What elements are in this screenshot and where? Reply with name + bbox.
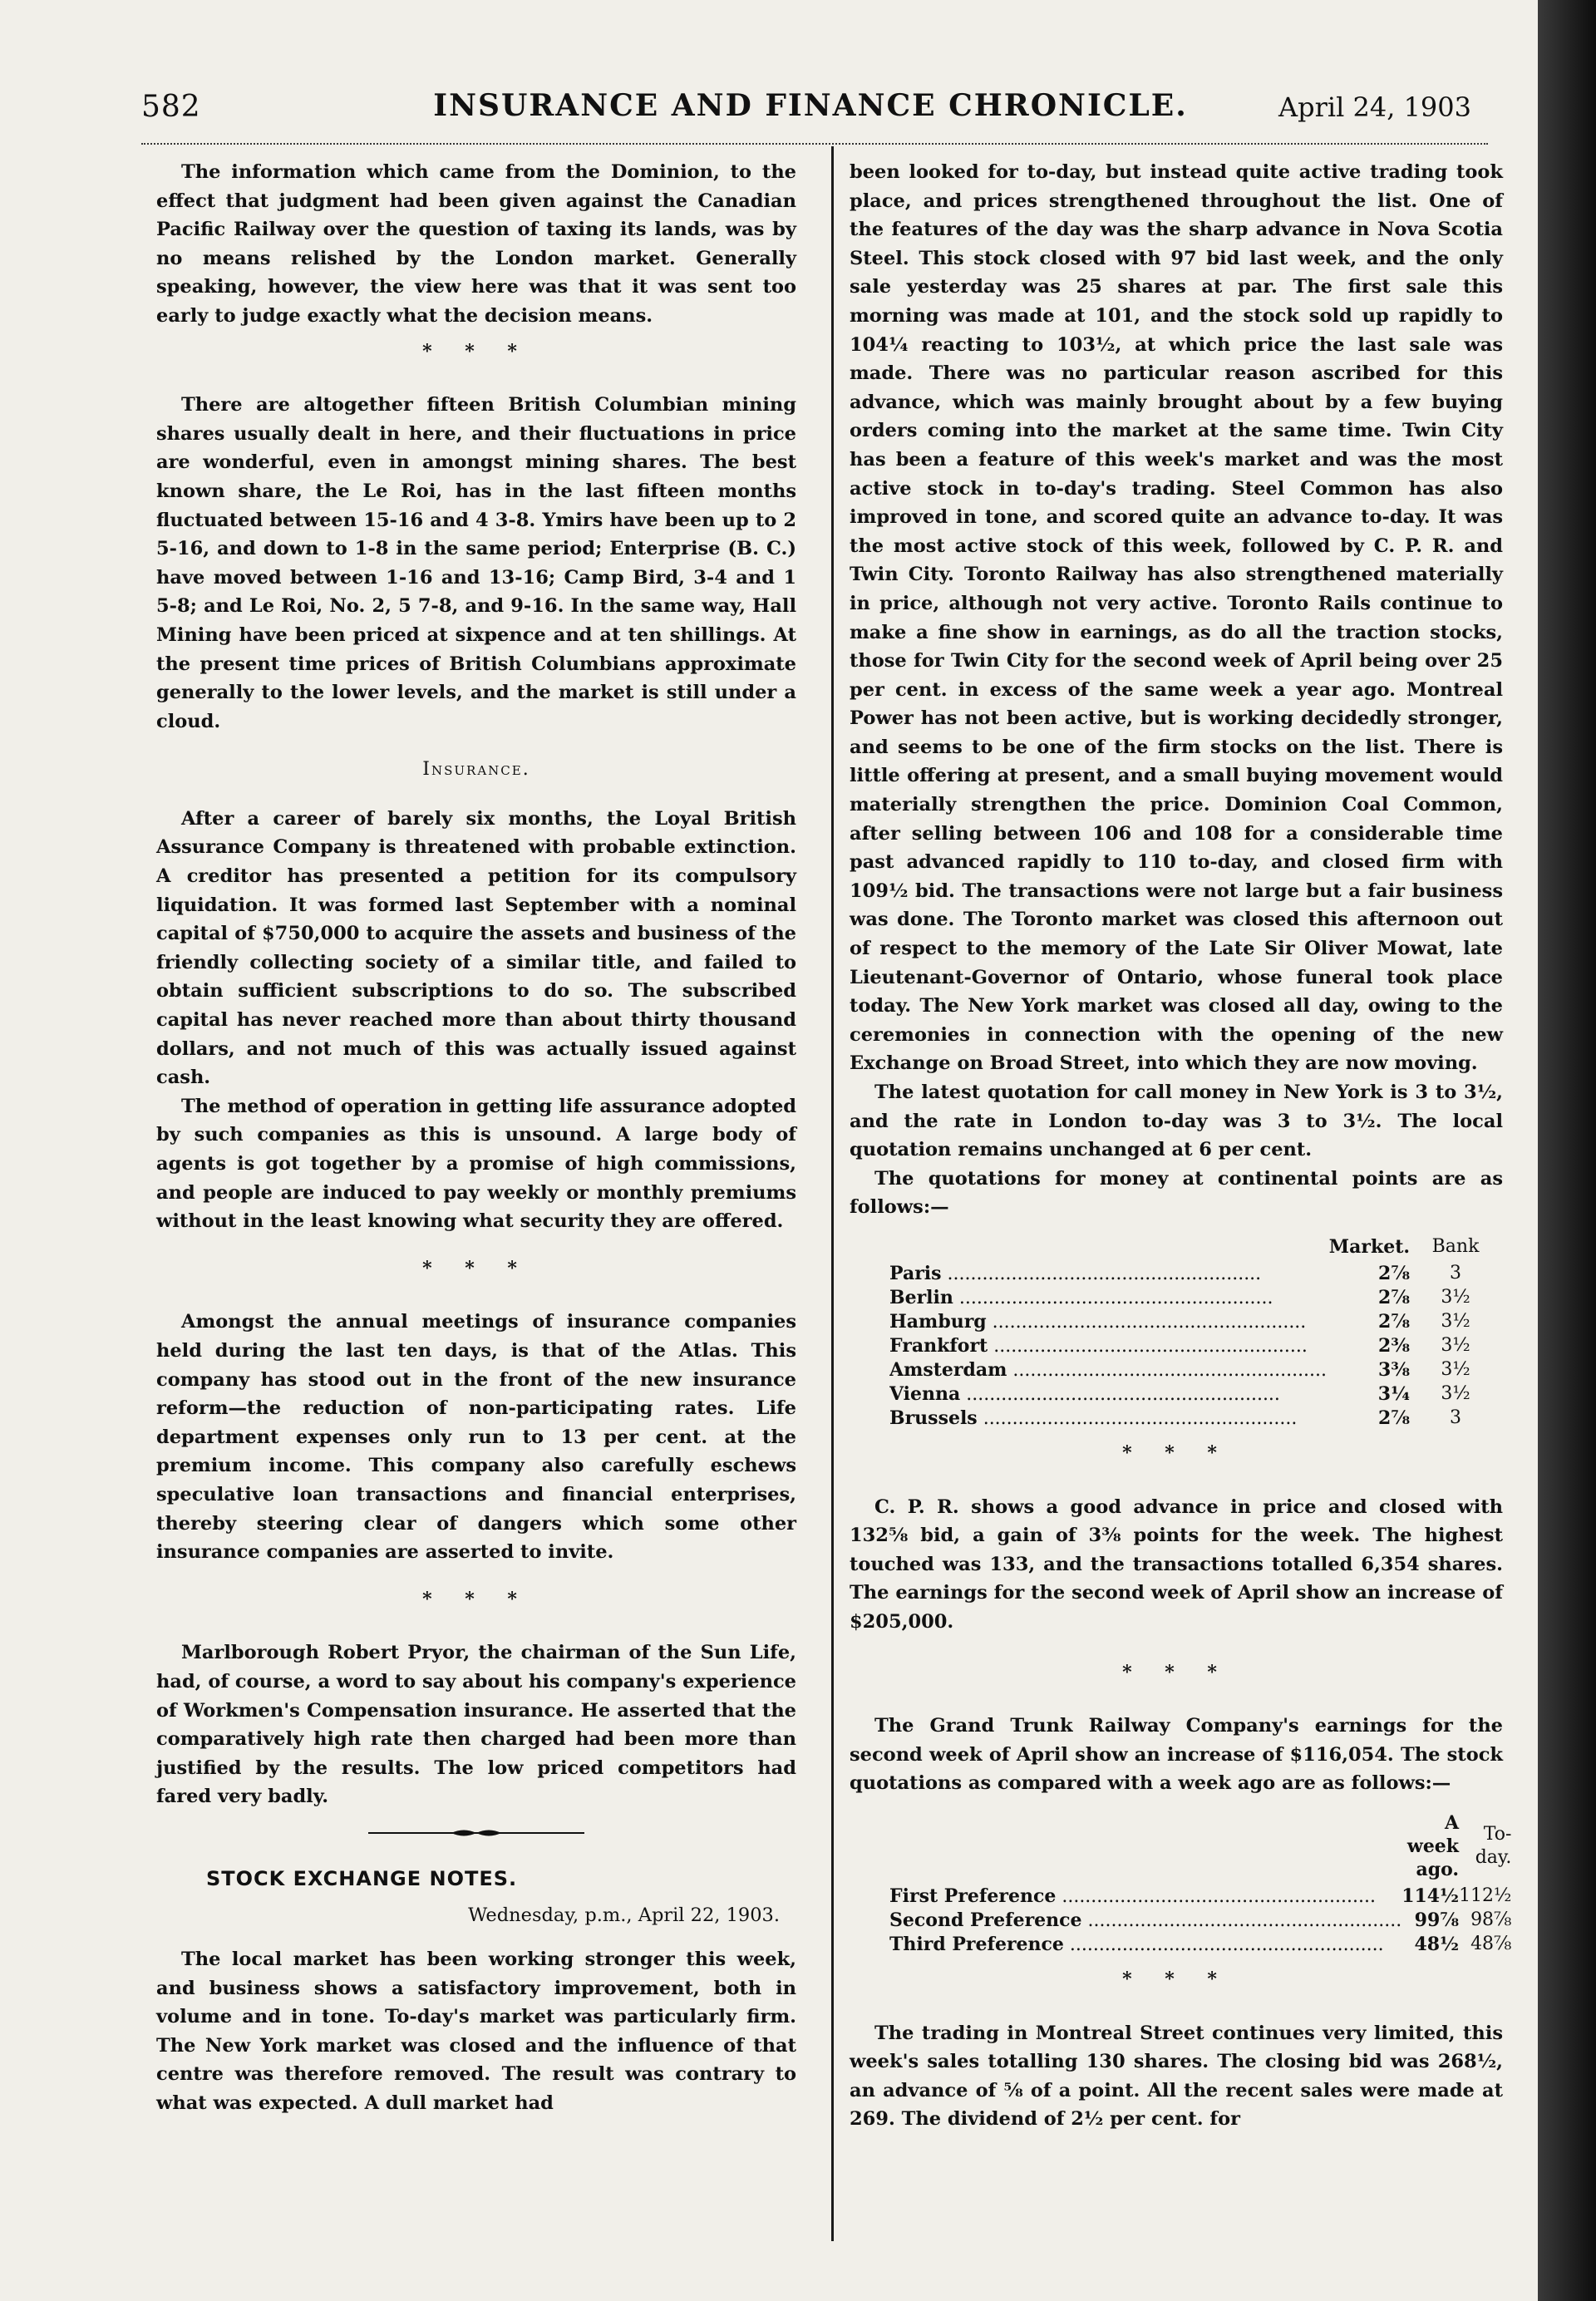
paragraph-dominion-judgment: The information which came from the Dominion, to the effect that judgment had been given against the Canadian Pacific Railway over the question of taxing its lands, was by no means relished by the London market. Generally speaking, however, the view here was that it was sent too early to judge exactly what the decision means. <box>156 161 796 327</box>
table-row <box>889 1286 1501 1310</box>
week-ago-price: 99⅞ <box>1414 1909 1460 1932</box>
table-row <box>889 1310 1501 1334</box>
paragraph-local-market: The local market has been working stronger this week, and business shows a satisfactory improvement, both in volume and in tone. To-day's market was particularly firm. The New York market was closed and the influence of that centre was therefore removed. The result was contrary to what was expected. A dull market had <box>156 1949 796 2115</box>
market-rate: 3⅜ <box>1377 1359 1411 1382</box>
section-separator: * * * <box>422 1588 530 1610</box>
city-name: Berlin ..... <box>889 1287 1273 1308</box>
city-name: Brussels ..... <box>889 1407 1297 1429</box>
paragraph-call-money: The latest quotation for call money in New York is 3 to 3½, and the rate in London to-day was 3 to 3½. The local quotation remains unchanged at 6 per cent. <box>850 1082 1503 1161</box>
paragraph-british-columbian-shares: There are altogether fifteen British Columbian mining shares usually dealt in here, and their fluctuations in price are wonderful, even in amongst mining shares. The best known share, the Le Roi, has in the last fifteen months fluctuated between 15-16 and 4 3-8. Ymirs have been up to 2 5-16, and down to 1-8 in the same period; Enterprise (B. C.) have moved between 1-16 and 13-16; Camp Bird, 3-4 and 1 5-8; and Le Roi, No. 2, 5 7-8, and 9-16. In the same way, Hall Mining have been priced at sixpence and at ten shillings. At the present time prices of British Columbians approximate generally to the lower levels, and the market is still under a cloud. <box>156 394 796 732</box>
ornament-rule-graphic <box>368 1826 584 1840</box>
table-row <box>889 1885 1511 1909</box>
section-separator: * * * <box>1122 1441 1230 1464</box>
today-column-header: To-day. <box>1475 1823 1512 1868</box>
market-rate: 3¼ <box>1377 1383 1411 1406</box>
bank-column-header: Bank <box>1431 1235 1480 1257</box>
paragraph-montreal-street: The trading in Montreal Street continues very limited, this week's sales totalling 130 shares. The closing bid was 268½, an advance of ⅝ of a point. All the recent sales were made at 269. The dividend of 2½ per cent. for <box>850 2022 1503 2131</box>
stock-name: Third Preference ..... <box>889 1934 1384 1955</box>
paragraph-atlas-meeting: Amongst the annual meetings of insurance companies held during the last ten days, is that of the Atlas. This company has stood out in the front of the new insurance reform—the reduction of non-participating rates. Life department expenses only run to 13 per cent. at the premium income. This company also carefully eschews speculative loan transactions and financial enterprises, thereby steering clear of dangers which some other insurance companies are asserted to invite. <box>156 1311 796 1564</box>
week-ago-price: 48½ <box>1414 1934 1460 1956</box>
city-name: Frankfort ..... <box>889 1335 1308 1357</box>
column-divider <box>831 146 834 2241</box>
table-row <box>889 1358 1501 1382</box>
bank-rate: 3½ <box>1441 1287 1470 1308</box>
paragraph-continental-intro: The quotations for money at continental points are as follows:— <box>850 1167 1503 1219</box>
bank-rate: 3½ <box>1441 1383 1470 1405</box>
market-rate: 2⅞ <box>1377 1263 1411 1285</box>
grand-trunk-table <box>889 1811 1511 1957</box>
table-row <box>889 1909 1511 1933</box>
page-header <box>133 83 1488 133</box>
city-name: Hamburg ..... <box>889 1311 1306 1333</box>
city-name: Amsterdam ..... <box>889 1359 1327 1381</box>
city-name: Vienna ..... <box>889 1383 1280 1405</box>
table-row <box>889 1407 1501 1431</box>
section-separator: * * * <box>1122 1968 1230 1990</box>
market-rate: 2⅜ <box>1377 1335 1411 1357</box>
dateline: Wednesday, p.m., April 22, 1903. <box>468 1904 780 1927</box>
paragraph-grand-trunk: The Grand Trunk Railway Company's earnings for the second week of April show an increase of $116,054. The stock quotations as compared with a week ago are as follows:— <box>850 1715 1503 1795</box>
ornament-rule <box>156 1826 796 1840</box>
city-name: Paris ..... <box>889 1263 1261 1284</box>
stock-name: First Preference ..... <box>889 1885 1376 1907</box>
insurance-heading: Insurance. <box>422 759 530 781</box>
table-row <box>889 1933 1511 1957</box>
today-price: 98⅞ <box>1470 1909 1512 1931</box>
paragraph-market-continued: been looked for to-day, but instead quite active trading took place, and prices strengthened throughout the list. One of the features of the day was the sharp advance in Nova Scotia Steel. This stock closed with 97 bid last week, and the only sale yesterday was 25 shares at par. The first sale this morning was made at 101, and the stock sold up rapidly to 104¼ reacting to 103½, at which price the last sale was made. There was no particular reason ascribed for this advance, which was mainly brought about by a few buying orders coming into the market at the same time. Twin City has been a feature of this week's market and was the most active stock in to-day's trading. Steel Common has also improved in tone, and scored quite an advance to-day. It was the most active stock of this week, followed by C. P. R. and Twin City. Toronto Railway has also strengthened materially in price, although not very active. Toronto Rails continue to make a fine show in earnings, as do all the traction stocks, those for Twin City for the second week of April being over 25 per cent. in excess of the same week a year ago. Montreal Power has not been active, but is working decidedly stronger, and seems to be one of the firm stocks on the list. There is little offering at present, and a small buying movement would materially strengthen the price. Dominion Coal Common, after selling between 106 and 108 for a considerable time past advanced rapidly to 110 to-day, and closed firm with 109½ bid. The transactions were not large but a fair business was done. The Toronto market was closed this afternoon out of respect to the memory of the Late Sir Oliver Mowat, late Lieutenant-Governor of Ontario, whose funeral took place today. The New York market was closed all day, owing to the ceremonies in connection with the opening of the new Exchange on Broad Street, into which they are now moving. <box>850 161 1503 1075</box>
market-rate: 2⅞ <box>1377 1287 1411 1309</box>
market-rate: 2⅞ <box>1377 1407 1411 1430</box>
table-row <box>889 1382 1501 1407</box>
bank-rate: 3 <box>1450 1407 1462 1429</box>
table-row <box>889 1262 1501 1286</box>
stock-name: Second Preference ..... <box>889 1909 1401 1931</box>
today-price: 112½ <box>1459 1885 1512 1907</box>
section-separator: * * * <box>1122 1661 1230 1683</box>
bank-rate: 3½ <box>1441 1359 1470 1381</box>
page-number: 582 <box>141 90 201 124</box>
week-ago-column-header: A week ago. <box>1406 1811 1460 1880</box>
issue-date: April 24, 1903 <box>1278 91 1471 123</box>
paragraph-method-of-operation: The method of operation in getting life assurance adopted by such companies as this is unsound. A large body of agents is got together by a promise of high commissions, and people are induced to pay weekly or monthly premiums without in the least knowing what security they are offered. <box>156 1095 796 1233</box>
market-rate: 2⅞ <box>1377 1311 1411 1333</box>
header-rule <box>141 143 1488 145</box>
left-column <box>156 158 796 2118</box>
paragraph-sun-life: Marlborough Robert Pryor, the chairman of the Sun Life, had, of course, a word to say about his company's experience of Workmen's Compensation insurance. He asserted that the comparatively high rate then charged had been more than justified by the results. The low priced competitors had fared very badly. <box>156 1642 796 1808</box>
right-column <box>850 158 1512 2134</box>
publication-title: INSURANCE AND FINANCE CHRONICLE. <box>433 88 1188 123</box>
bank-rate: 3½ <box>1441 1335 1470 1357</box>
continental-money-table <box>889 1235 1501 1431</box>
paragraph-cpr: C. P. R. shows a good advance in price and closed with 132⅝ bid, a gain of 3⅜ points for the week. The highest touched was 133, and the transactions totalled 6,354 shares. The earnings for the second week of April show an increase of $205,000. <box>850 1495 1503 1633</box>
paragraph-loyal-british: After a career of barely six months, the Loyal British Assurance Company is threatened with probable extinction. A creditor has presented a petition for its compulsory liquidation. It was formed last September with a nominal capital of $750,000 to acquire the assets and business of the friendly collecting society of a similar title, and failed to obtain sufficient subscriptions to do so. The subscribed capital has never reached more than about thirty thousand dollars, and not much of this was actually issued against cash. <box>156 807 796 1089</box>
section-separator: * * * <box>422 1257 530 1279</box>
table-row <box>889 1334 1501 1358</box>
today-price: 48⅞ <box>1470 1934 1512 1955</box>
market-column-header: Market. <box>1328 1235 1411 1258</box>
bank-rate: 3 <box>1450 1263 1462 1284</box>
week-ago-price: 114½ <box>1401 1885 1460 1908</box>
stock-exchange-notes-title: STOCK EXCHANGE NOTES. <box>206 1866 518 1890</box>
bank-rate: 3½ <box>1441 1311 1470 1333</box>
section-separator: * * * <box>422 340 530 362</box>
scan-edge <box>1538 0 1596 2301</box>
